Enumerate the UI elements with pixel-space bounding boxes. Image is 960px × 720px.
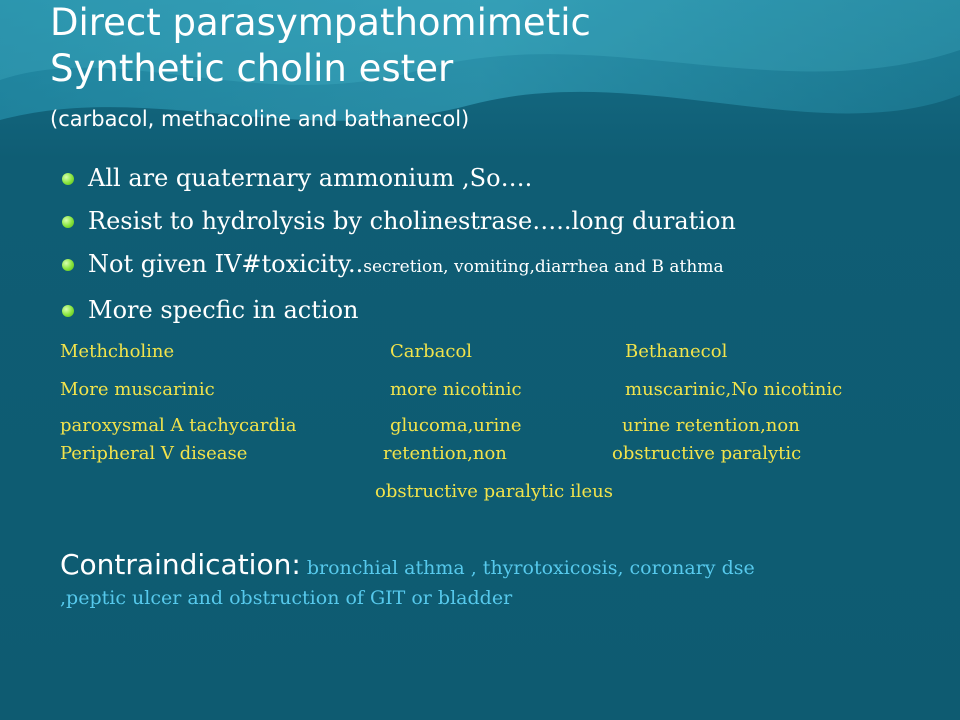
bullet-list — [62, 162, 942, 337]
bullet-dot-icon — [62, 173, 74, 185]
contraindication-line2: ,peptic ulcer and obstruction of GIT or bladder — [60, 587, 513, 609]
bullet-item — [62, 162, 942, 195]
title-line-2: Synthetic cholin ester — [50, 47, 454, 90]
contraindication — [60, 550, 940, 613]
bullet-text: Resist to hydrolysis by cholinestrase…..long duration — [88, 207, 736, 235]
title-subtitle: (carbacol, methacoline and bathanecol) — [50, 107, 470, 131]
row2-methcholine-line1: paroxysmal A tachycardia — [60, 415, 297, 436]
row2-carbacol-line1: glucoma,urine — [390, 415, 522, 436]
row1-bethanecol: muscarinic,No nicotinic — [625, 379, 843, 400]
title-block — [50, 0, 930, 134]
bullet-text: All are quaternary ammonium ,So…. — [88, 164, 533, 192]
bullet-dot-icon — [62, 216, 74, 228]
row1-carbacol: more nicotinic — [390, 379, 522, 400]
row1-methcholine: More muscarinic — [60, 379, 215, 400]
row2-bethanecol-line1: urine retention,non — [622, 415, 800, 436]
contraindication-label: Contraindication: — [60, 548, 301, 581]
header-carbacol: Carbacol — [390, 341, 473, 362]
header-bethanecol: Bethanecol — [625, 341, 728, 362]
row2-methcholine-line2: Peripheral V disease — [60, 443, 248, 464]
bullet-item — [62, 205, 942, 238]
bullet-item — [62, 294, 942, 327]
row2-bethanecol-line2: obstructive paralytic — [612, 443, 802, 464]
row2-carbacol-line2: retention,non — [383, 443, 507, 464]
contraindication-line1: bronchial athma , thyrotoxicosis, coronary dse — [306, 557, 755, 579]
bullet-text: More specfic in action — [88, 296, 359, 324]
header-methcholine: Methcholine — [60, 341, 175, 362]
bullet-dot-icon — [62, 305, 74, 317]
bullet-dot-icon — [62, 259, 74, 271]
bullet-item — [62, 248, 942, 284]
title-line-1: Direct parasympathomimetic — [50, 1, 591, 44]
bullet-text: Not given IV#toxicity.. — [88, 250, 364, 278]
row2-carbacol-line3: obstructive paralytic ileus — [375, 481, 613, 502]
bullet-text-small: secretion, vomiting,diarrhea and B athma — [363, 257, 724, 277]
